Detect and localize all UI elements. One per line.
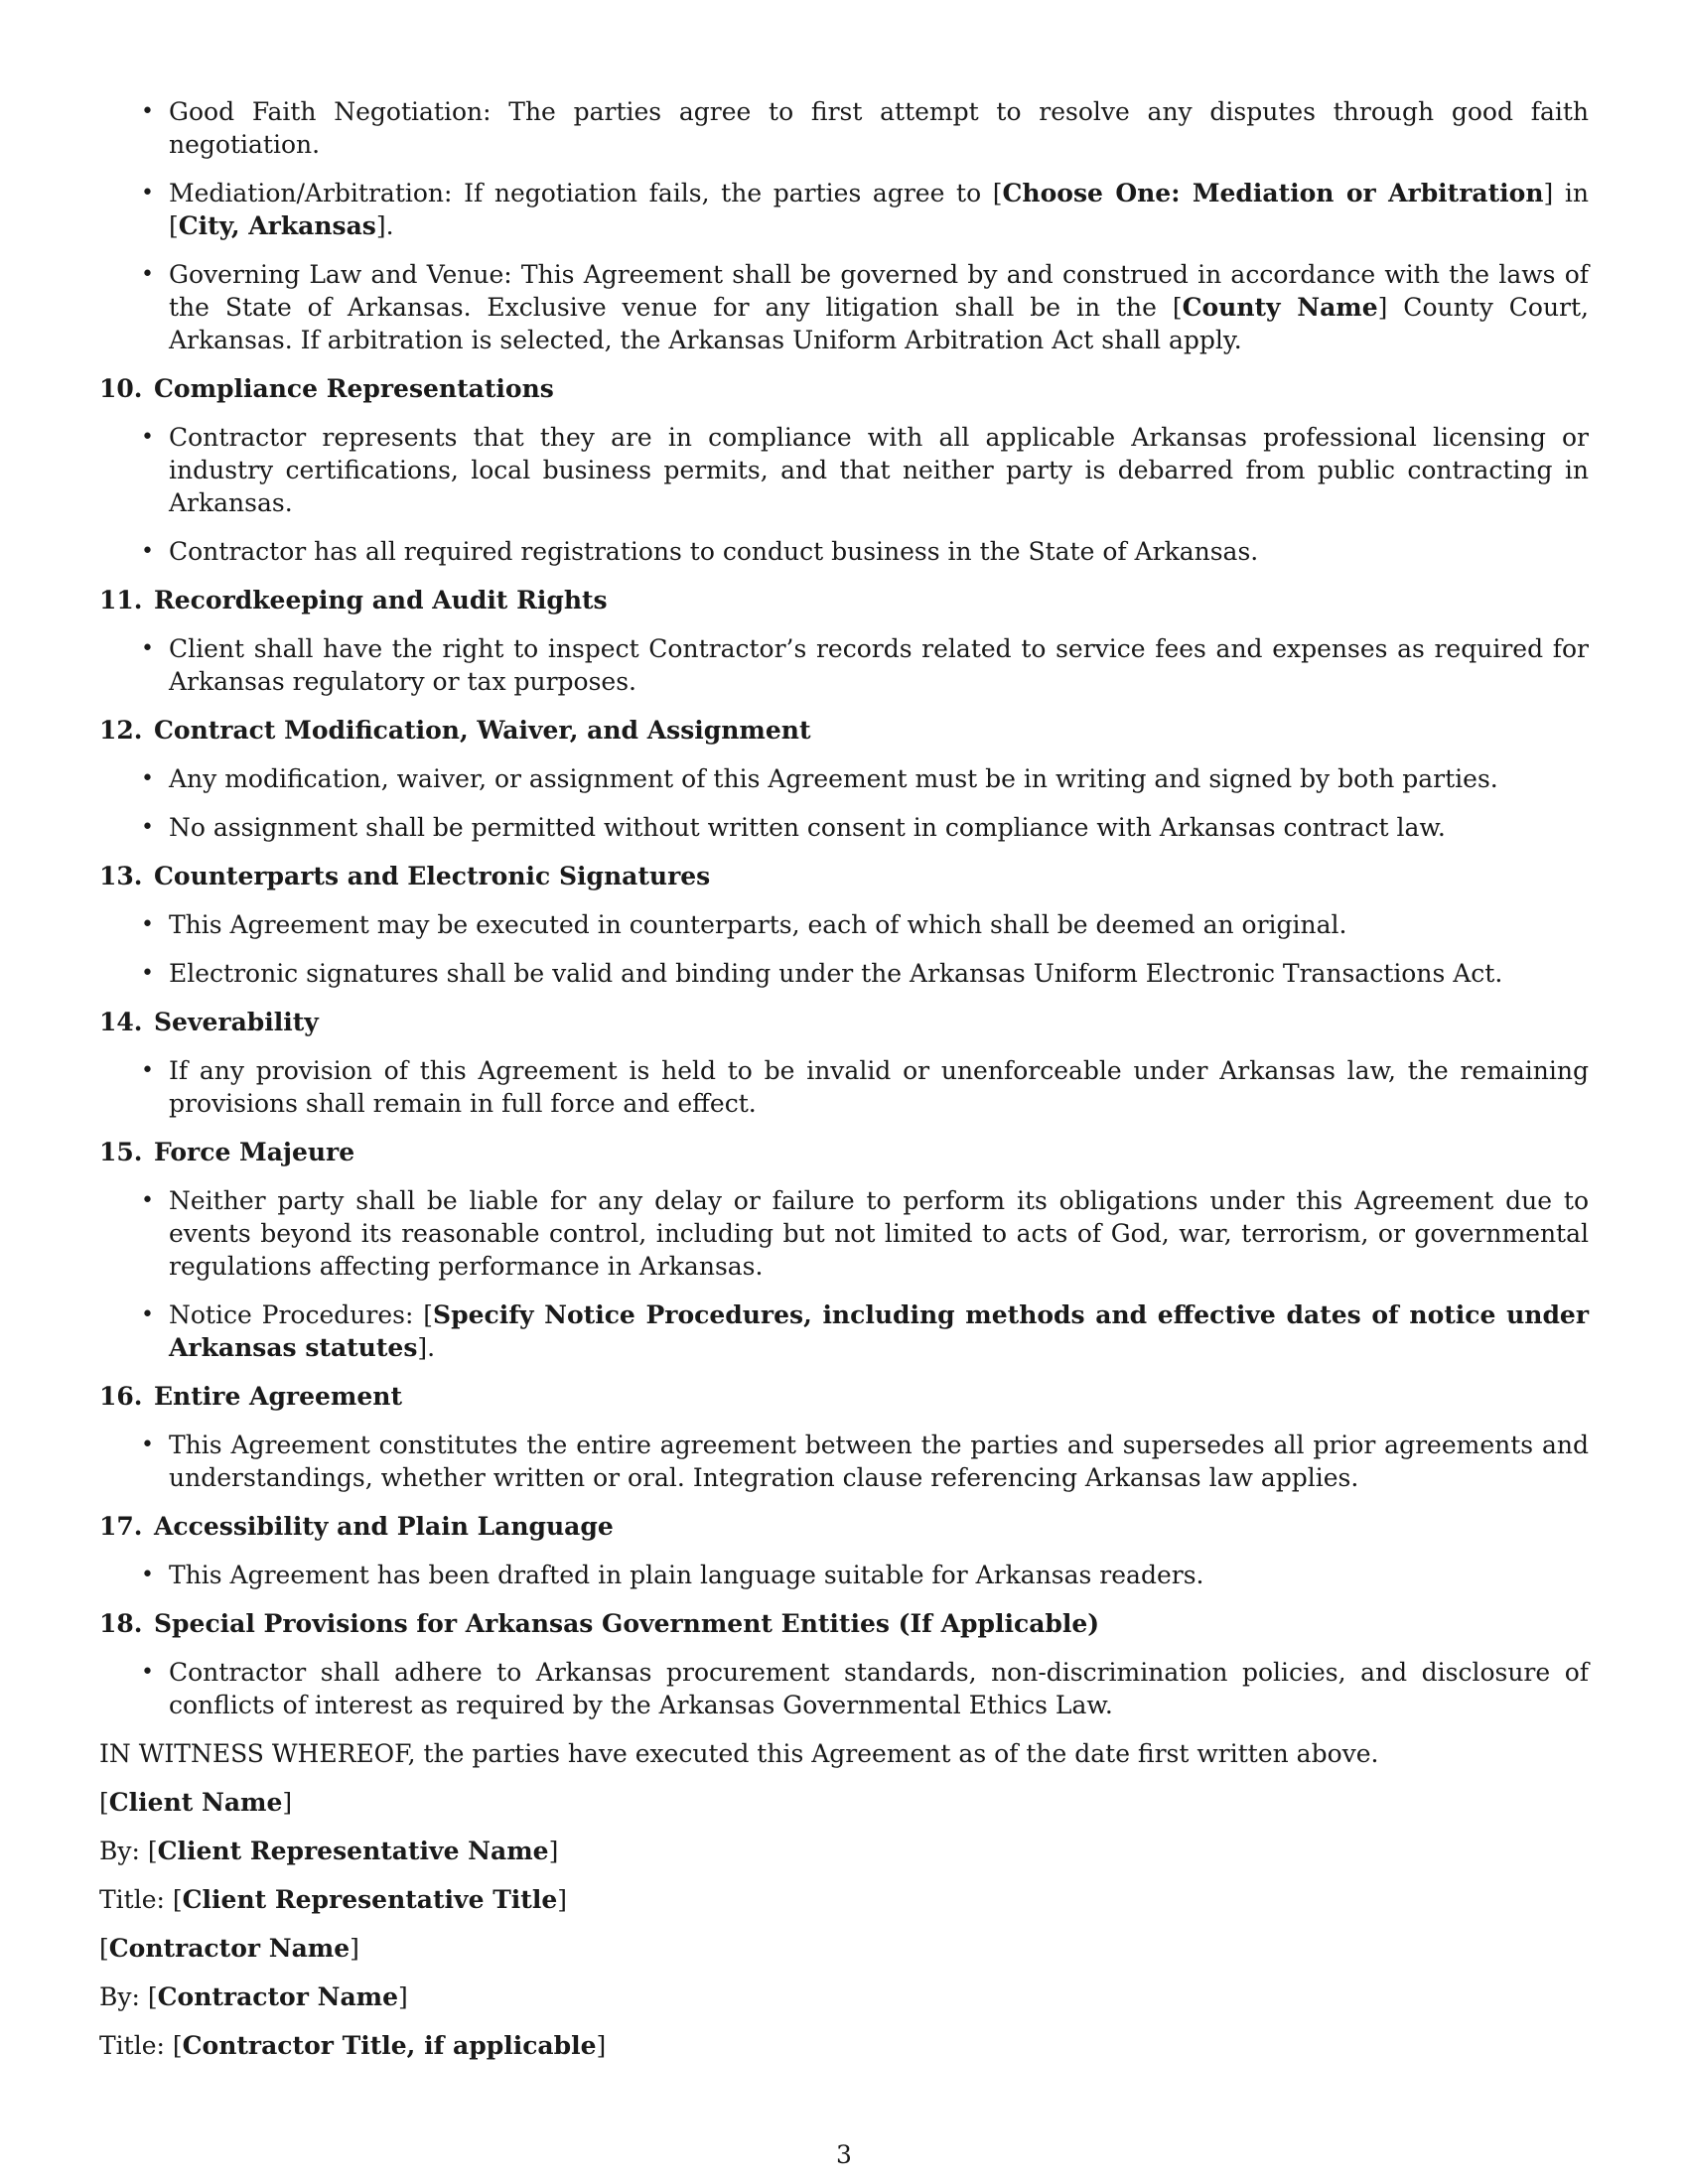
witness-statement <box>99 1737 1589 1770</box>
body-text: Neither party shall be liable for any delay or failure to perform its obligations under this Agreement due to events beyond its reasonable control, including but not limited to acts of God, war, terrorism, or governmental regulations affecting performance in Arkansas. <box>169 1186 1589 1281</box>
placeholder-text: Contractor Title, if applicable <box>182 2031 597 2060</box>
body-text: ] <box>557 1885 568 1914</box>
bullet-item <box>99 535 1589 568</box>
body-text: Contractor represents that they are in compliance with all applicable Arkansas professional licensing or industry certifications, local business permits, and that neither party is debarred from public contracting in Arkansas. <box>169 423 1589 517</box>
placeholder-text: County Name <box>1182 293 1378 322</box>
bullet-item <box>99 1184 1589 1283</box>
body-text: ] <box>282 1788 293 1817</box>
page-number: 3 <box>836 2140 852 2169</box>
body-text: This Agreement constitutes the entire agreement between the parties and supersedes all prior agreements and understandings, whether written or oral. Integration clause referencing Arkansas law applies. <box>169 1431 1589 1492</box>
intro-bullet-list <box>99 95 1589 356</box>
body-text: ] <box>350 1934 359 1963</box>
body-text: [ <box>99 1788 109 1817</box>
bullet-item <box>99 95 1589 161</box>
placeholder-text: Client Representative Title <box>182 1885 558 1914</box>
section-13 <box>99 860 1589 990</box>
placeholder-text: Client Name <box>108 1788 283 1817</box>
bullet-item <box>99 1559 1589 1591</box>
placeholder-text: Contractor Name <box>108 1934 351 1963</box>
body-text: IN WITNESS WHEREOF, the parties have executed this Agreement as of the date first written above. <box>99 1739 1379 1768</box>
placeholder-text: Contractor Name <box>157 1982 399 2011</box>
bullet-item <box>99 258 1589 356</box>
body-text: ] in [ <box>169 179 1589 240</box>
section-heading: 15. Force Majeure <box>99 1138 355 1166</box>
placeholder-text: City, Arkansas <box>178 211 376 240</box>
section-14 <box>99 1006 1589 1120</box>
body-text: ]. <box>375 211 394 240</box>
bullet-item <box>99 811 1589 844</box>
section-16 <box>99 1380 1589 1494</box>
section-11 <box>99 584 1589 698</box>
signature-block <box>99 1737 1589 2062</box>
bullet-item <box>99 632 1589 698</box>
section-18 <box>99 1607 1589 1721</box>
bullet-item <box>99 1429 1589 1494</box>
section-heading: 14. Severability <box>99 1008 319 1036</box>
section-heading: 17. Accessibility and Plain Language <box>99 1512 614 1541</box>
client-by-line <box>99 1835 1589 1867</box>
body-text: Electronic signatures shall be valid and binding under the Arkansas Uniform Electronic Transactions Act. <box>169 959 1503 988</box>
body-text: ]. <box>417 1333 436 1362</box>
body-text: By: [ <box>99 1837 158 1865</box>
client-name-placeholder <box>99 1786 1589 1819</box>
contractor-name-placeholder <box>99 1932 1589 1965</box>
body-text: This Agreement has been drafted in plain language suitable for Arkansas readers. <box>169 1561 1204 1589</box>
body-text: By: [ <box>99 1982 158 2011</box>
section-heading: 18. Special Provisions for Arkansas Government Entities (If Applicable) <box>99 1609 1100 1638</box>
section-10 <box>99 372 1589 568</box>
body-text: If any provision of this Agreement is held to be invalid or unenforceable under Arkansas law, the remaining provisions shall remain in full force and effect. <box>169 1056 1589 1118</box>
body-text: Title: [ <box>99 2031 183 2060</box>
bullet-item <box>99 421 1589 519</box>
bullet-item <box>99 177 1589 242</box>
bullet-item <box>99 908 1589 941</box>
body-text: Client shall have the right to inspect Contractor’s records related to service fees and expenses as required for Arkansas regulatory or tax purposes. <box>169 634 1589 696</box>
section-heading: 11. Recordkeeping and Audit Rights <box>99 586 608 614</box>
body-text: Governing Law and Venue: This Agreement shall be governed by and construed in accordance with the laws of the State of Arkansas. Exclusive venue for any litigation shall be in the [ <box>169 260 1589 322</box>
bullet-item <box>99 957 1589 990</box>
body-text: ] <box>398 1982 408 2011</box>
body-text: Any modification, waiver, or assignment of this Agreement must be in writing and signed by both parties. <box>169 764 1498 793</box>
bullet-item <box>99 1298 1589 1364</box>
body-text: Notice Procedures: [ <box>169 1300 434 1329</box>
section-heading: 16. Entire Agreement <box>99 1382 402 1411</box>
body-text: ] County Court, Arkansas. If arbitration is selected, the Arkansas Uniform Arbitration Act shall apply. <box>169 293 1589 354</box>
body-text: Mediation/Arbitration: If negotiation fails, the parties agree to [ <box>169 179 1003 207</box>
body-text: Title: [ <box>99 1885 183 1914</box>
document-page <box>99 95 1589 2078</box>
bullet-item <box>99 1656 1589 1721</box>
body-text: This Agreement may be executed in counterparts, each of which shall be deemed an original. <box>169 910 1347 939</box>
client-title-line <box>99 1883 1589 1916</box>
placeholder-text: Specify Notice Procedures, including methods and effective dates of notice under Arkansas statutes <box>169 1300 1589 1362</box>
body-text: No assignment shall be permitted without written consent in compliance with Arkansas contract law. <box>169 813 1446 842</box>
body-text: Contractor shall adhere to Arkansas procurement standards, non-discrimination policies, and disclosure of conflicts of interest as required by the Arkansas Governmental Ethics Law. <box>169 1658 1589 1719</box>
contractor-title-line <box>99 2029 1589 2062</box>
contractor-by-line <box>99 1980 1589 2013</box>
bullet-item <box>99 762 1589 795</box>
body-text: [ <box>99 1934 109 1963</box>
body-text: ] <box>548 1837 559 1865</box>
body-text: Contractor has all required registrations to conduct business in the State of Arkansas. <box>169 537 1259 566</box>
section-15 <box>99 1136 1589 1364</box>
section-17 <box>99 1510 1589 1591</box>
placeholder-text: Client Representative Name <box>157 1837 549 1865</box>
placeholder-text: Choose One: Mediation or Arbitration <box>1002 179 1544 207</box>
section-heading: 10. Compliance Representations <box>99 374 554 403</box>
section-heading: 12. Contract Modification, Waiver, and Assignment <box>99 716 811 745</box>
body-text: Good Faith Negotiation: The parties agree to first attempt to resolve any disputes through good faith negotiation. <box>169 97 1589 159</box>
body-text: ] <box>596 2031 607 2060</box>
bullet-item <box>99 1054 1589 1120</box>
section-heading: 13. Counterparts and Electronic Signatures <box>99 862 711 890</box>
section-12 <box>99 714 1589 844</box>
